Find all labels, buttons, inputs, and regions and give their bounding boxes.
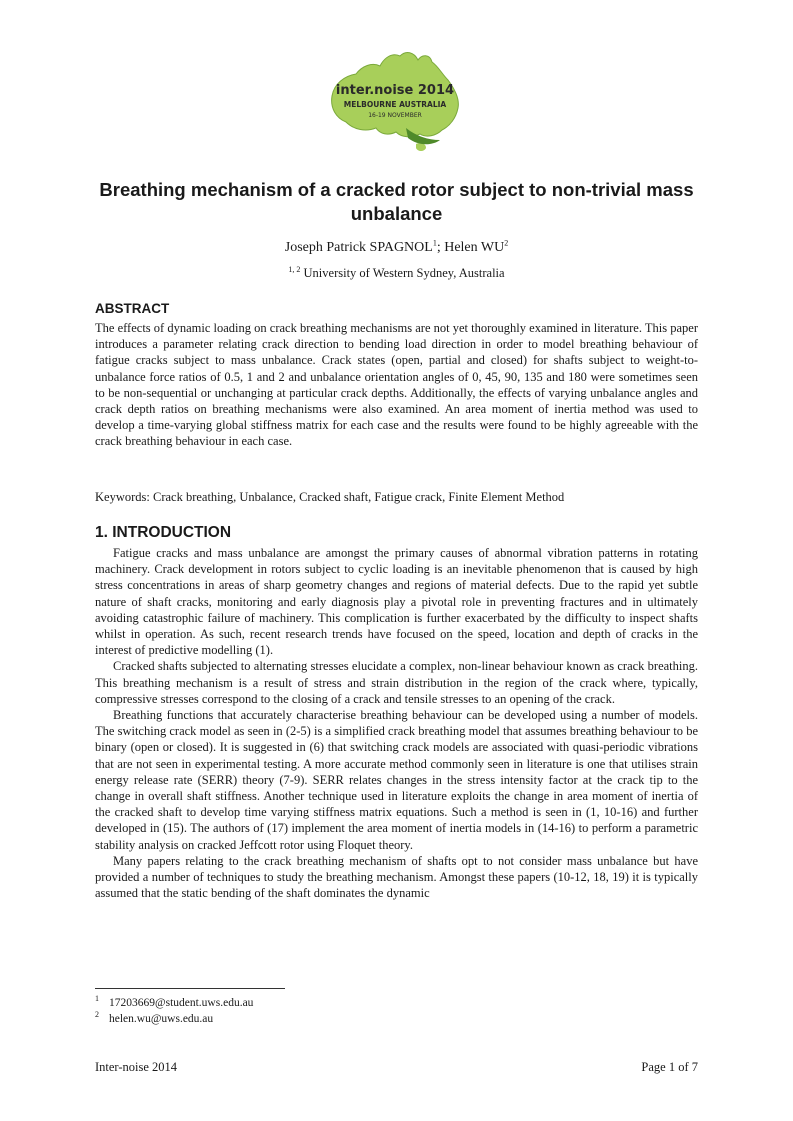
authors-line [80, 239, 713, 257]
body-paragraph: Cracked shafts subjected to alternating stresses elucidate a complex, non-linear behaviour known as crack breathing. This breathing mechanism is a result of stress and strain distribution in the region of the crack where, typically, compressive stresses correspond to the closing of a crack and tensile stresses to an opening of the crack. [95, 659, 698, 706]
introduction-body [95, 545, 698, 901]
footer-conference: Inter-noise 2014 [95, 1060, 178, 1074]
australia-map-logo [320, 44, 470, 164]
footnote: 2 helen.wu@uws.edu.au [95, 1010, 214, 1025]
footnote: 1 17203669@student.uws.edu.au [95, 994, 254, 1009]
logo-title: inter.noise 2014 [335, 83, 455, 98]
body-paragraph: Many papers relating to the crack breathing mechanism of shafts opt to not consider mass unbalance but have provided a number of techniques to study the breathing mechanism. Amongst these papers (10-12, 18, 19) it is typically assumed that the static bending of the shaft dominates the dynamic [95, 853, 698, 901]
author-affiliation-mark: 1 [432, 238, 437, 248]
footnote-email: 17203669@student.uws.edu.au [109, 997, 254, 1009]
body-paragraph: Fatigue cracks and mass unbalance are amongst the primary causes of abnormal vibration patterns in rotating machinery. Crack development in rotors subject to cyclic loading is an inevitable phenomenon that is caused by high stress concentrations in areas of sharp geometry changes and regions of material defects. Due to the rapid yet subtle nature of shaft cracks, monitoring and early diagnosis play a pivotal role in preventing fractures and in ultimately avoiding catastrophic failure of machinery. This complication is further exacerbated by the difficulty to inspect shafts whilst in operation. As such, recent research trends have focused on the speed, location and depth of cracks in the interest of predictive modelling (1). [95, 546, 698, 658]
author-affiliation-mark: 2 [504, 238, 509, 248]
body-paragraph: Breathing functions that accurately characterise breathing behaviour can be developed using a number of models. The switching crack model as seen in (2-5) is a simplified crack breathing model that assumes breathing behaviour to be binary (open or closed). It is suggested in (6) that switching crack models are associated with quasi-periodic vibrations that are not seen in experimental testing. A more accurate method commonly seen in literature is one that utilises strain energy release rate (SERR) theory (7-9). SERR relates changes in the stress intensity factor at the crack tip to the change in overall shaft stiffness. Another technique used in literature exploits the change in area moment of inertia of the cracked shaft to develop time varying stiffness matrix equations. Such a method is seen in (1, 10-16) and further developed in (15). The authors of (17) implement the area moment of inertia models in (14-16) to perform a parametric stability analysis on cracked Jeffcott rotor using Floquet theory. [95, 708, 698, 852]
abstract-heading: ABSTRACT [95, 301, 170, 316]
affiliation-line [80, 265, 713, 281]
affiliation-mark: 1, 2 [288, 264, 301, 274]
logo-location: MELBOURNE AUSTRALIA [343, 100, 447, 109]
author-separator: ; [436, 240, 445, 255]
author-name: Joseph Patrick SPAGNOL [284, 240, 433, 255]
paper-title: Breathing mechanism of a cracked rotor subject to non-trivial mass unbalance [99, 179, 694, 224]
conference-logo [320, 44, 470, 164]
footnote-divider [95, 988, 285, 989]
footer-page-number: Page 1 of 7 [641, 1060, 698, 1074]
author-name: Helen WU [444, 240, 505, 255]
affiliation-text: University of Western Sydney, Australia [303, 266, 505, 280]
logo-dates: 16-19 NOVEMBER [368, 112, 422, 119]
keywords-line: Keywords: Crack breathing, Unbalance, Cracked shaft, Fatigue crack, Finite Element Method [95, 490, 565, 504]
introduction-heading: 1. INTRODUCTION [95, 524, 232, 541]
abstract-text: The effects of dynamic loading on crack breathing mechanisms are not yet thoroughly examined in literature. This paper introduces a parameter relating crack direction to bending load direction in order to model breathing behaviour of fatigue cracks subject to mass unbalance. Crack states (open, partial and closed) for shafts subject to weight-to-unbalance force ratios of 0.5, 1 and 2 and unbalance orientation angles of 0, 45, 90, 135 and 180 were sometimes seen to be non-sequential or unchanging at particular crack depths. Additionally, the effects of varying unbalance angles and crack depth ratios on breathing mechanisms were also examined. An area moment of inertia method was used to develop a time-varying global stiffness matrix for each case and the results were found to be highly agreeable with the crack breathing behaviour in each case. [95, 321, 698, 449]
footnote-email: helen.wu@uws.edu.au [109, 1013, 214, 1025]
